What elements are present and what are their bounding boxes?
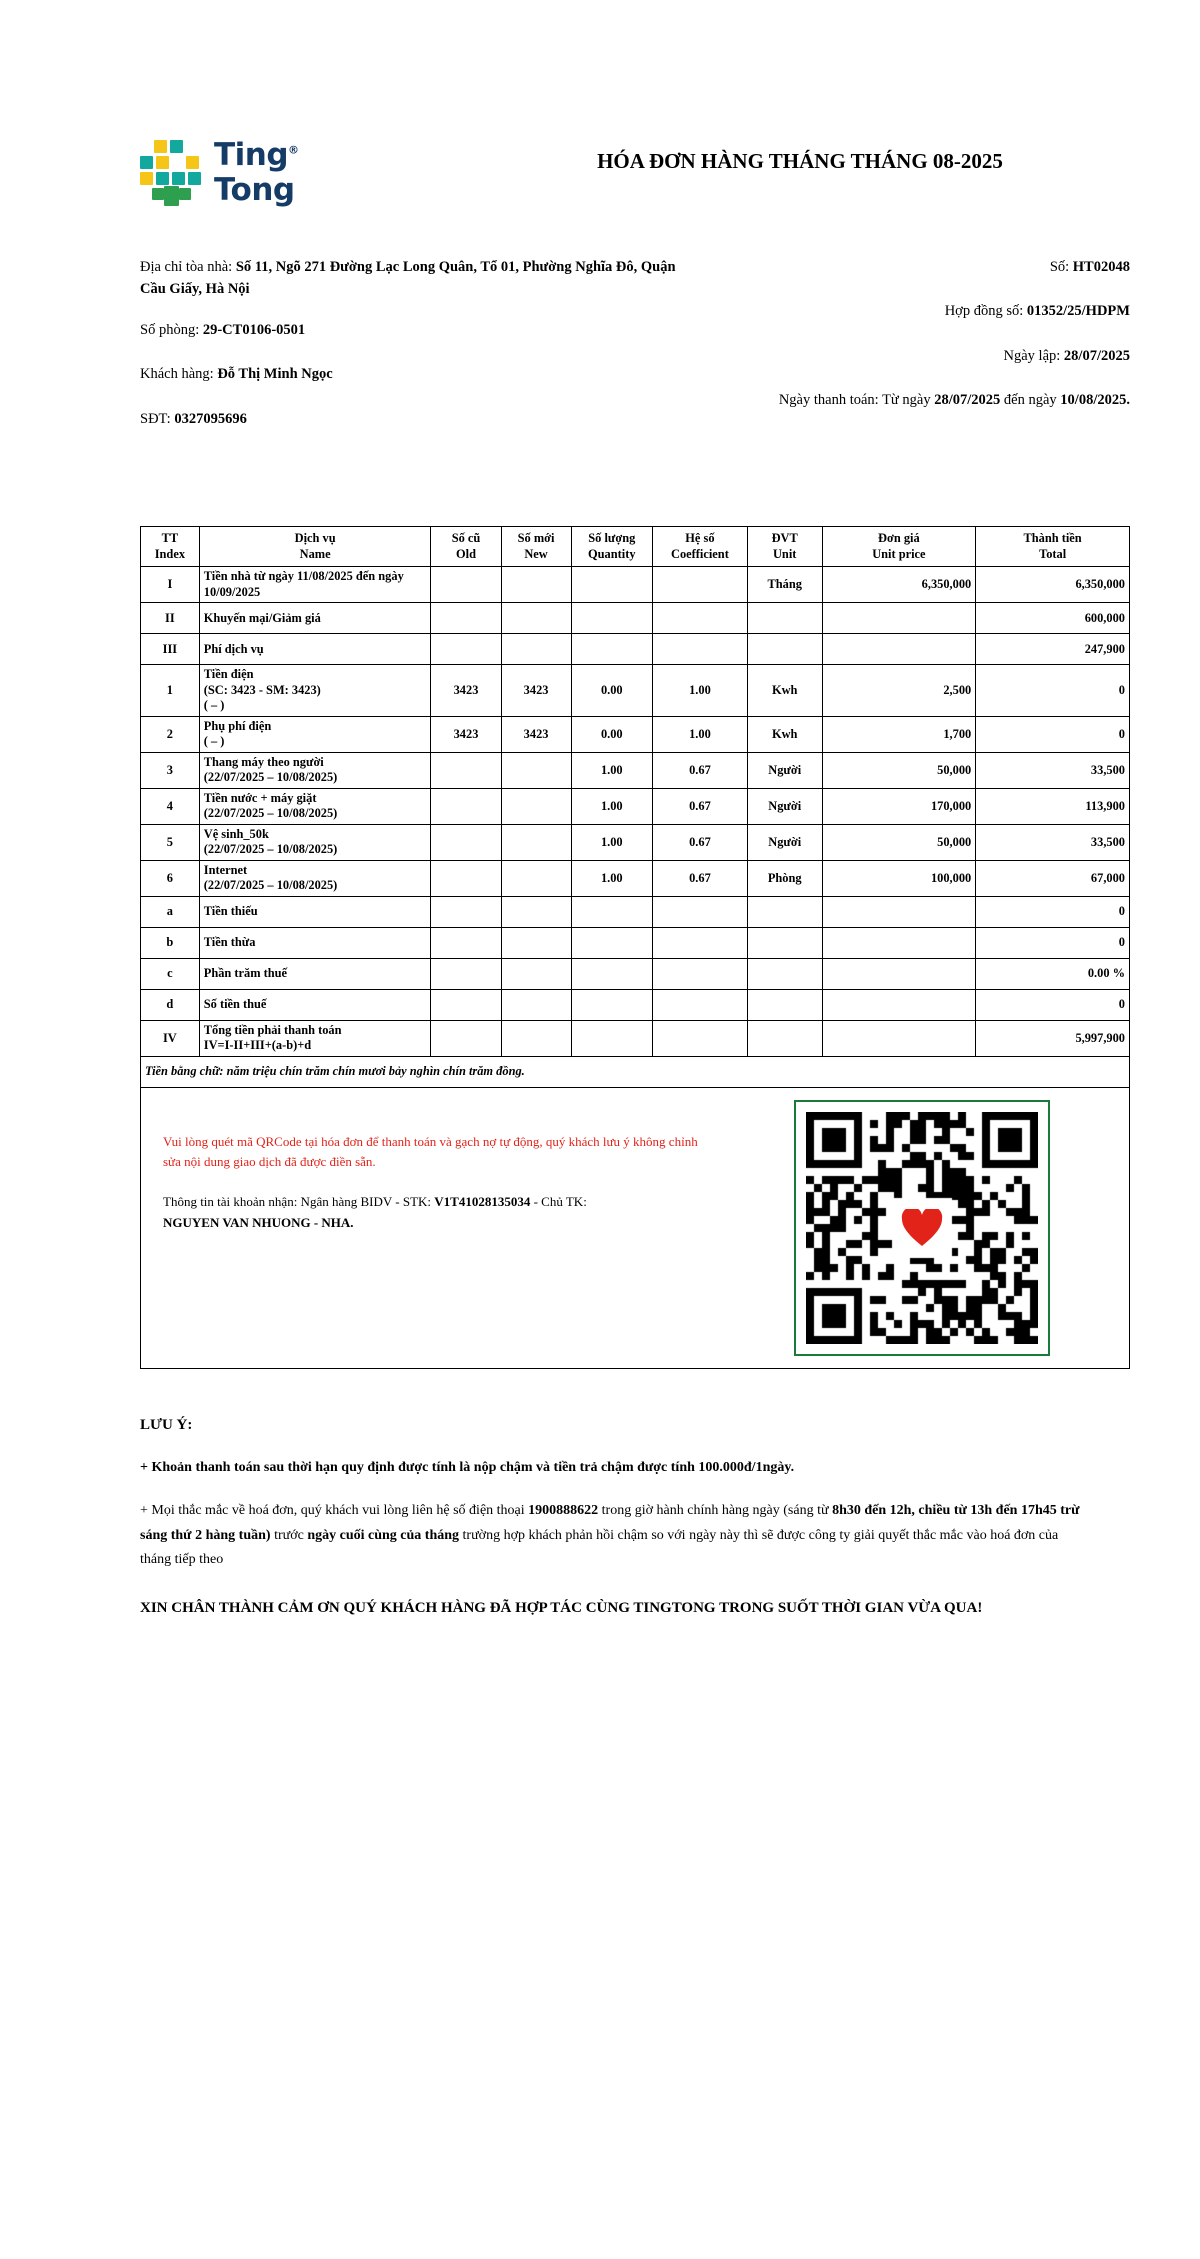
row-coefficient: [652, 958, 747, 989]
thank-you-message: XIN CHÂN THÀNH CẢM ƠN QUÝ KHÁCH HÀNG ĐÃ HỢP TÁC CÙNG TINGTONG TRONG SUỐT THỜI GIAN VỪA QUA!: [140, 1599, 983, 1616]
row-unit-price: [822, 603, 976, 634]
col-coefficient-en: Coefficient: [671, 546, 729, 561]
row-service-name: Tiền điện (SC: 3423 - SM: 3423) ( – ): [199, 665, 431, 717]
col-service-en: Name: [299, 546, 331, 561]
row-quantity: [571, 989, 652, 1020]
row-old-reading: [431, 752, 501, 788]
invoice-table-wrap: [0, 526, 1200, 1369]
qr-area: [714, 1088, 1129, 1368]
invoice-number-value: HT02048: [1072, 259, 1130, 275]
meta-right-column: [694, 256, 1130, 452]
bank-account-number: V1T41028135034: [434, 1194, 531, 1210]
brand-name-line1: Ting: [214, 137, 289, 173]
row-old-reading: [431, 603, 501, 634]
row-new-reading: [501, 1020, 571, 1056]
row-old-reading: [431, 634, 501, 665]
col-old-en: Old: [456, 546, 476, 561]
row-service-name: Tiền nước + máy giặt (22/07/2025 – 10/08/2025): [199, 788, 431, 824]
note-hotline: [140, 1499, 1080, 1573]
table-row: [141, 567, 1130, 603]
col-new: [501, 527, 571, 567]
row-old-reading: [431, 896, 501, 927]
issue-date-value: 28/07/2025: [1063, 347, 1130, 364]
issue-date-label: Ngày lập:: [1003, 347, 1061, 364]
building-address-label: Địa chỉ tòa nhà:: [140, 259, 233, 275]
row-unit: Tháng: [747, 567, 822, 603]
payment-info: [141, 1088, 714, 1368]
col-total-en: Total: [1039, 546, 1067, 561]
bank-info: [163, 1192, 698, 1234]
row-quantity: 1.00: [571, 824, 652, 860]
payment-block-row: [141, 1087, 1130, 1368]
payment-block: [141, 1088, 1129, 1368]
row-total: 113,900: [976, 788, 1130, 824]
row-coefficient: 1.00: [652, 665, 747, 717]
row-old-reading: [431, 860, 501, 896]
row-coefficient: [652, 896, 747, 927]
payment-period-label: Ngày thanh toán:: [778, 392, 879, 409]
row-unit: [747, 958, 822, 989]
row-old-reading: [431, 567, 501, 603]
table-row: [141, 824, 1130, 860]
room-number-label: Số phòng:: [140, 321, 200, 338]
note-hotline-part3: trước: [270, 1527, 308, 1543]
row-unit-price: [822, 634, 976, 665]
row-service-name: Vệ sinh_50k (22/07/2025 – 10/08/2025): [199, 824, 431, 860]
row-unit-price: 50,000: [822, 824, 976, 860]
row-quantity: [571, 567, 652, 603]
col-total-vi: Thành tiền: [1023, 531, 1082, 546]
brand-name-line2: Tong: [214, 172, 295, 208]
row-index: a: [141, 896, 200, 927]
invoice-number-row: [694, 256, 1130, 278]
building-address-value: Số 11, Ngõ 271 Đường Lạc Long Quân, Tổ 01, Phường Nghĩa Đô, Quận Cầu Giấy, Hà Nội: [140, 259, 676, 298]
invoice-footer-notes: [0, 1369, 1200, 1619]
row-new-reading: [501, 860, 571, 896]
row-old-reading: [431, 989, 501, 1020]
table-row: [141, 958, 1130, 989]
row-index: IV: [141, 1020, 200, 1056]
col-index-vi: TT: [161, 531, 179, 546]
invoice-table-body: [141, 567, 1130, 1057]
row-new-reading: [501, 603, 571, 634]
row-coefficient: [652, 927, 747, 958]
row-unit-price: 2,500: [822, 665, 976, 717]
row-quantity: 0.00: [571, 665, 652, 717]
row-quantity: [571, 603, 652, 634]
row-old-reading: [431, 958, 501, 989]
row-index: 1: [141, 665, 200, 717]
row-quantity: [571, 896, 652, 927]
note-late-payment-text: + Khoản thanh toán sau thời hạn quy định được tính là nộp chậm và tiền trả chậm được tính 100.000đ/1ngày.: [140, 1459, 795, 1475]
row-quantity: 1.00: [571, 752, 652, 788]
customer-row: [140, 363, 694, 385]
row-coefficient: 0.67: [652, 752, 747, 788]
table-row: [141, 603, 1130, 634]
contract-number-value: 01352/25/HDPM: [1026, 303, 1130, 320]
row-unit: [747, 603, 822, 634]
heart-icon: [896, 1202, 948, 1254]
customer-value: Đỗ Thị Minh Ngọc: [217, 366, 333, 383]
row-index: 6: [141, 860, 200, 896]
row-index: d: [141, 989, 200, 1020]
row-index: b: [141, 927, 200, 958]
room-number-row: [140, 319, 694, 341]
row-new-reading: [501, 989, 571, 1020]
col-service: [199, 527, 431, 567]
page-title: HÓA ĐƠN HÀNG THÁNG THÁNG 08-2025: [597, 149, 1003, 173]
row-new-reading: 3423: [501, 716, 571, 752]
row-unit: [747, 1020, 822, 1056]
table-row: [141, 860, 1130, 896]
registered-mark: ®: [288, 143, 299, 157]
table-row: [141, 788, 1130, 824]
invoice-header: [0, 0, 1200, 206]
row-coefficient: 1.00: [652, 716, 747, 752]
qr-instruction-note: Vui lòng quét mã QRCode tại hóa đơn để thanh toán và gạch nợ tự động, quý khách lưu ý không chỉnh sửa nội dung giao dịch đã được điền sẵn.: [163, 1133, 698, 1169]
amount-in-words-row: [141, 1056, 1130, 1087]
col-unit-price-en: Unit price: [872, 546, 926, 561]
row-unit: Người: [747, 824, 822, 860]
contract-number-label: Hợp đồng số:: [944, 303, 1024, 320]
table-row: [141, 927, 1130, 958]
bank-label: Thông tin tài khoản nhận: Ngân hàng BIDV - STK:: [163, 1194, 432, 1210]
row-old-reading: [431, 824, 501, 860]
row-index: II: [141, 603, 200, 634]
row-total: 0: [976, 927, 1130, 958]
row-total: 0: [976, 896, 1130, 927]
row-new-reading: [501, 927, 571, 958]
qr-code-frame: [794, 1100, 1050, 1356]
col-quantity: [571, 527, 652, 567]
row-index: 2: [141, 716, 200, 752]
row-unit: [747, 989, 822, 1020]
row-service-name: Phụ phí điện ( – ): [199, 716, 431, 752]
col-index: [141, 527, 200, 567]
contract-number-row: [694, 300, 1130, 322]
phone-value: 0327095696: [174, 410, 247, 427]
hotline-number: 1900888622: [528, 1503, 599, 1519]
table-row: [141, 634, 1130, 665]
row-index: III: [141, 634, 200, 665]
note-late-payment: [140, 1457, 1080, 1479]
row-unit: Kwh: [747, 665, 822, 717]
note-hotline-part4: trường hợp khách phản hồi chậm so với ngày này thì sẽ được công ty giải quyết thắc mắc vào hoá đơn của tháng tiếp theo: [140, 1527, 1059, 1568]
row-total: 600,000: [976, 603, 1130, 634]
deadline-text: ngày cuối cùng của tháng: [307, 1527, 460, 1543]
payment-block-cell: [141, 1087, 1130, 1368]
row-quantity: [571, 958, 652, 989]
table-row: [141, 896, 1130, 927]
row-total: 0: [976, 716, 1130, 752]
table-row: [141, 1020, 1130, 1056]
table-row: [141, 989, 1130, 1020]
row-quantity: [571, 927, 652, 958]
building-address-row: [140, 256, 694, 301]
col-quantity-en: Quantity: [588, 546, 636, 561]
col-index-en: Index: [154, 546, 186, 561]
row-service-name: Khuyến mại/Giảm giá: [199, 603, 431, 634]
room-number-value: 29-CT0106-0501: [202, 321, 306, 338]
col-coefficient-vi: Hệ số: [685, 531, 715, 546]
row-unit: Người: [747, 752, 822, 788]
row-coefficient: [652, 634, 747, 665]
row-unit-price: [822, 896, 976, 927]
row-service-name: Tổng tiền phải thanh toán IV=I-II+III+(a-b)+d: [199, 1020, 431, 1056]
row-unit: [747, 634, 822, 665]
row-total: 6,350,000: [976, 567, 1130, 603]
row-quantity: 1.00: [571, 860, 652, 896]
row-unit: Kwh: [747, 716, 822, 752]
col-new-en: New: [524, 546, 548, 561]
row-index: c: [141, 958, 200, 989]
row-quantity: [571, 634, 652, 665]
row-unit-price: 100,000: [822, 860, 976, 896]
col-old-vi: Số cũ: [451, 531, 481, 546]
row-total: 5,997,900: [976, 1020, 1130, 1056]
issue-date-row: [694, 345, 1130, 367]
payment-period-row: [694, 389, 1130, 411]
col-coefficient: [652, 527, 747, 567]
customer-label: Khách hàng:: [140, 366, 214, 383]
row-total: 33,500: [976, 824, 1130, 860]
row-index: 4: [141, 788, 200, 824]
payment-period-to: 10/08/2025.: [1060, 392, 1130, 409]
row-new-reading: [501, 634, 571, 665]
row-old-reading: [431, 788, 501, 824]
row-service-name: Tiền thiếu: [199, 896, 431, 927]
row-unit-price: [822, 927, 976, 958]
row-new-reading: [501, 788, 571, 824]
row-new-reading: [501, 824, 571, 860]
brand-logo: [140, 137, 440, 208]
row-coefficient: 0.67: [652, 860, 747, 896]
account-holder-label: - Chủ TK:: [533, 1194, 587, 1210]
row-unit: Phòng: [747, 860, 822, 896]
row-unit-price: [822, 989, 976, 1020]
row-unit-price: 170,000: [822, 788, 976, 824]
col-total: [976, 527, 1130, 567]
row-coefficient: [652, 1020, 747, 1056]
row-service-name: Số tiền thuế: [199, 989, 431, 1020]
row-quantity: 1.00: [571, 788, 652, 824]
note-hotline-part2: trong giờ hành chính hàng ngày (sáng từ: [598, 1503, 833, 1519]
row-old-reading: [431, 1020, 501, 1056]
row-service-name: Internet (22/07/2025 – 10/08/2025): [199, 860, 431, 896]
meta-left-column: [140, 256, 694, 452]
account-holder-name: NGUYEN VAN NHUONG - NHA.: [163, 1214, 354, 1230]
row-unit-price: [822, 1020, 976, 1056]
row-unit-price: 50,000: [822, 752, 976, 788]
invoice-meta: [0, 206, 1200, 452]
row-new-reading: [501, 896, 571, 927]
row-coefficient: 0.67: [652, 788, 747, 824]
row-unit-price: 1,700: [822, 716, 976, 752]
row-service-name: Phí dịch vụ: [199, 634, 431, 665]
row-new-reading: [501, 752, 571, 788]
row-unit-price: [822, 958, 976, 989]
row-service-name: Tiền nhà từ ngày 11/08/2025 đến ngày 10/09/2025: [199, 567, 431, 603]
tingtong-logo-icon: [140, 140, 204, 206]
qr-code[interactable]: [806, 1112, 1038, 1344]
row-index: 5: [141, 824, 200, 860]
row-service-name: Thang máy theo người (22/07/2025 – 10/08/2025): [199, 752, 431, 788]
phone-label: SĐT:: [140, 410, 171, 427]
row-unit-price: 6,350,000: [822, 567, 976, 603]
row-quantity: [571, 1020, 652, 1056]
row-total: 33,500: [976, 752, 1130, 788]
row-old-reading: 3423: [431, 665, 501, 717]
row-unit: [747, 927, 822, 958]
row-new-reading: [501, 567, 571, 603]
table-row: [141, 716, 1130, 752]
col-unit-price: [822, 527, 976, 567]
brand-wordmark: [214, 137, 299, 208]
row-total: 0.00 %: [976, 958, 1130, 989]
payment-period-from: 28/07/2025: [934, 392, 1001, 409]
phone-row: [140, 408, 694, 430]
col-new-vi: Số mới: [517, 531, 555, 546]
row-coefficient: [652, 603, 747, 634]
row-old-reading: 3423: [431, 716, 501, 752]
payment-period-prefix: Từ ngày: [882, 392, 935, 409]
col-unit-price-vi: Đơn giá: [878, 531, 920, 546]
row-coefficient: [652, 989, 747, 1020]
row-total: 67,000: [976, 860, 1130, 896]
note-hotline-part1: + Mọi thắc mắc về hoá đơn, quý khách vui lòng liên hệ số điện thoại: [140, 1503, 529, 1519]
row-unit: [747, 896, 822, 927]
col-unit: [747, 527, 822, 567]
row-service-name: Tiền thừa: [199, 927, 431, 958]
amount-in-words: Tiền bằng chữ: năm triệu chín trăm chín mươi bảy nghìn chín trăm đồng.: [141, 1056, 1130, 1087]
row-coefficient: [652, 567, 747, 603]
col-old: [431, 527, 501, 567]
table-header-row: [141, 527, 1130, 567]
row-unit: Người: [747, 788, 822, 824]
col-unit-vi: ĐVT: [771, 531, 798, 546]
col-service-vi: Dịch vụ: [294, 531, 336, 546]
row-total: 247,900: [976, 634, 1130, 665]
row-service-name: Phần trăm thuế: [199, 958, 431, 989]
invoice-number-label: Số:: [1049, 259, 1070, 275]
row-quantity: 0.00: [571, 716, 652, 752]
row-coefficient: 0.67: [652, 824, 747, 860]
working-hours: 8h30 đến 12h, chiều từ 13h đến 17h45 trừ sáng thứ 2 hàng tuần): [140, 1503, 1080, 1543]
table-row: [141, 665, 1130, 717]
invoice-table: [140, 526, 1130, 1369]
row-total: 0: [976, 665, 1130, 717]
row-new-reading: [501, 958, 571, 989]
row-new-reading: 3423: [501, 665, 571, 717]
row-total: 0: [976, 989, 1130, 1020]
row-index: 3: [141, 752, 200, 788]
payment-period-middle: đến ngày: [1000, 392, 1061, 409]
table-row: [141, 752, 1130, 788]
col-quantity-vi: Số lượng: [588, 531, 636, 546]
col-unit-en: Unit: [772, 546, 797, 561]
row-old-reading: [431, 927, 501, 958]
row-index: I: [141, 567, 200, 603]
notes-heading: LƯU Ý:: [140, 1416, 193, 1433]
